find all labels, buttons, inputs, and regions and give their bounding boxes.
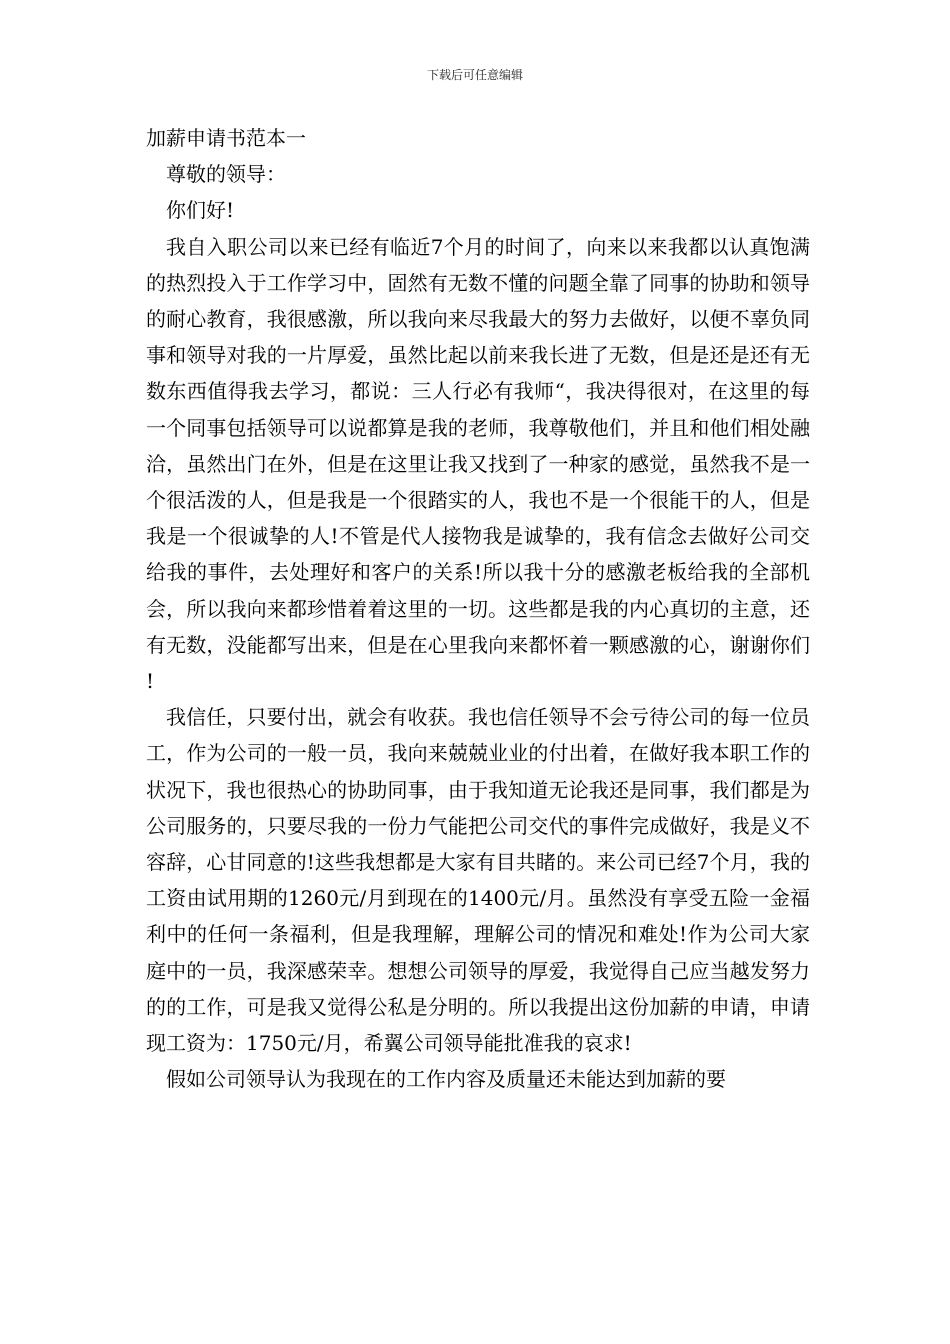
salutation: 尊敬的领导： [166,162,286,187]
greeting: 你们好! [166,198,235,223]
paragraph-3: 假如公司领导认为我现在的工作内容及质量还未能达到加薪的要 [166,1067,726,1092]
header-note: 下载后可任意编辑 [426,68,523,82]
document-title: 加薪申请书范本一 [146,126,306,150]
document-body [146,120,810,1097]
paragraph-1: 我自入职公司以来已经有临近7个月的时间了，向来以来我都以认真饱满的热烈投入于工作学习中，固然有无数不懂的问题全靠了同事的协助和领导的耐心教育，我很感激，所以我向来尽我最大的努力去做好，以便不辜负同事和领导对我的一片厚爱，虽然比起以前来我长进了无数，但是还是还有无数东西值得我去学习，都说：三人行必有我师“，我决得很对，在这里的每一个同事包括领导可以说都算是我的老师，我尊敬他们，并且和他们相处融洽，虽然出门在外，但是在这里让我又找到了一种家的感觉，虽然我不是一个很活泼的人，但是我是一个很踏实的人，我也不是一个很能干的人，但是我是一个很诚挚的人!不管是代人接物我是诚挚的，我有信念去做好公司交给我的事件，去处理好和客户的关系!所以我十分的感激老板给我的全部机会，所以我向来都珍惜着着这里的一切。这些都是我的内心真切的主意，还有无数，没能都写出来，但是在心里我向来都怀着一颗感激的心，谢谢你们! [146,234,810,694]
paragraph-2: 我信任，只要付出，就会有收获。我也信任领导不会亏待公司的每一位员工，作为公司的一般一员，我向来兢兢业业的付出着，在做好我本职工作的状况下，我也很热心的协助同事，由于我知道无论我还是同事，我们都是为公司服务的，只要尽我的一份力气能把公司交代的事件完成做好，我是义不容辞，心甘同意的!这些我想都是大家有目共睹的。来公司已经7个月，我的工资由试用期的1260元/月到现在的1400元/月。虽然没有享受五险一金福利中的任何一条福利，但是我理解，理解公司的情况和难处!作为公司大家庭中的一员，我深感荣幸。想想公司领导的厚爱，我觉得自己应当越发努力的的工作，可是我又觉得公私是分明的。所以我提出这份加薪的申请，申请现工资为：1750元/月，希翼公司领导能批准我的哀求! [146,705,810,1056]
